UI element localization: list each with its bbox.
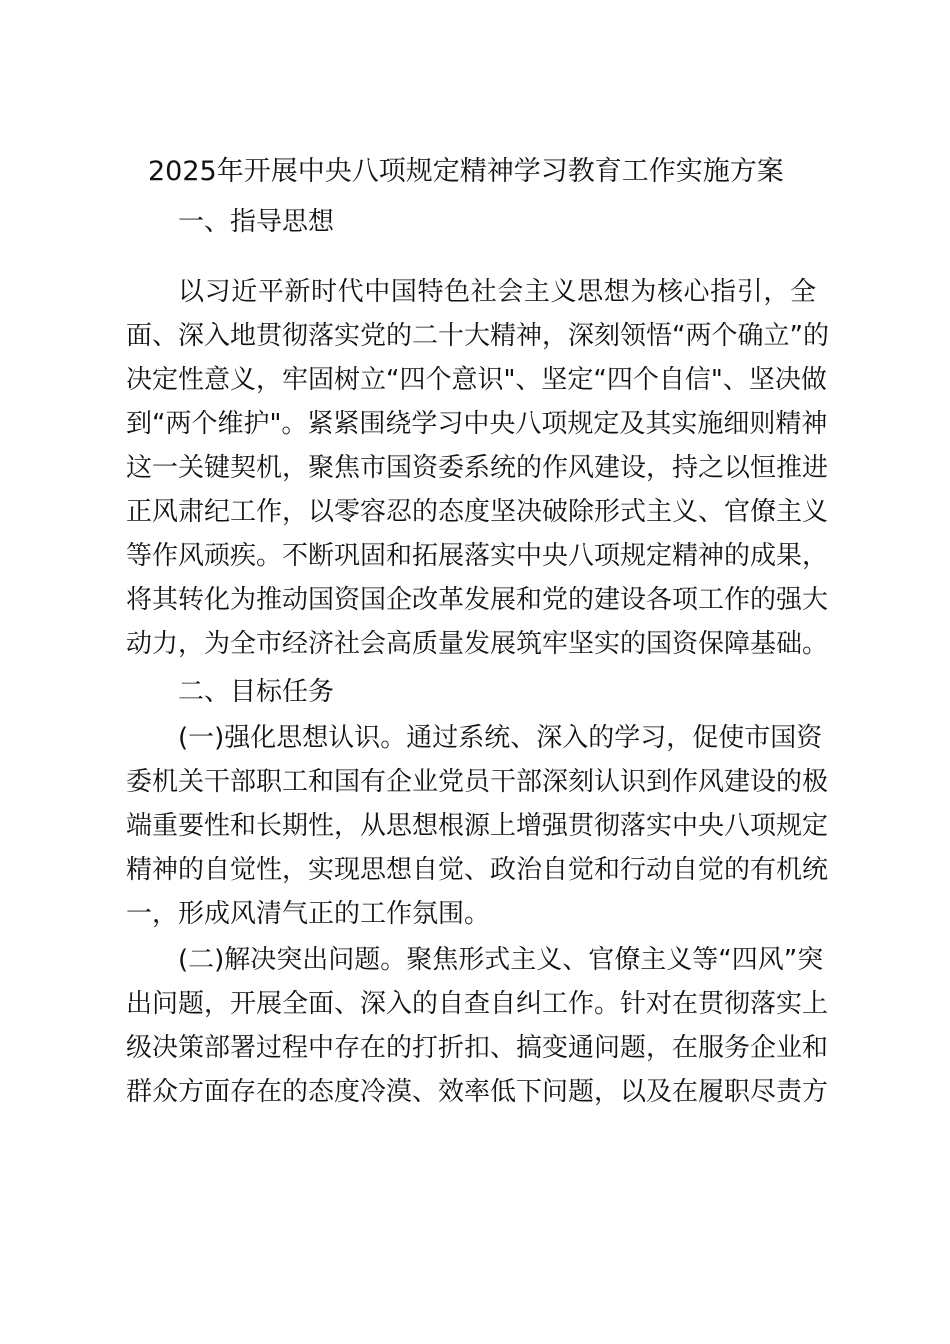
paragraph-line: 动力，为全市经济社会高质量发展筑牢坚实的国资保障基础。 <box>126 629 829 659</box>
document-title: 2025年开展中央八项规定精神学习教育工作实施方案 <box>148 156 784 187</box>
section-heading-goals-tasks: 二、目标任务 <box>178 677 335 707</box>
paragraph-line: (二)解决突出问题。聚焦形式主义、官僚主义等“四风”突 <box>178 945 824 975</box>
paragraph-line: 出问题，开展全面、深入的自查自纠工作。针对在贯彻落实上 <box>126 989 829 1019</box>
section-heading-guiding-ideology: 一、指导思想 <box>178 207 335 237</box>
paragraph-line: 面、深入地贯彻落实党的二十大精神，深刻领悟“两个确立”的 <box>126 321 829 351</box>
paragraph-line: 端重要性和长期性，从思想根源上增强贯彻落实中央八项规定 <box>126 811 829 841</box>
paragraph-line: 一，形成风清气正的工作氛围。 <box>126 899 491 929</box>
paragraph-line: 这一关键契机，聚焦市国资委系统的作风建设，持之以恒推进 <box>126 453 829 483</box>
paragraph-line: 将其转化为推动国资国企改革发展和党的建设各项工作的强大 <box>126 585 829 615</box>
paragraph-line: 委机关干部职工和国有企业党员干部深刻认识到作风建设的极 <box>126 767 829 797</box>
paragraph-line: (一)强化思想认识。通过系统、深入的学习，促使市国资 <box>178 723 823 753</box>
paragraph-line: 以习近平新时代中国特色社会主义思想为核心指引，全 <box>178 277 816 307</box>
paragraph-line: 精神的自觉性，实现思想自觉、政治自觉和行动自觉的有机统 <box>126 855 829 885</box>
paragraph-line: 群众方面存在的态度冷漠、效率低下问题，以及在履职尽责方 <box>126 1077 829 1107</box>
paragraph-line: 到“两个维护"。紧紧围绕学习中央八项规定及其实施细则精神 <box>126 409 828 439</box>
paragraph-line: 级决策部署过程中存在的打折扣、搞变通问题，在服务企业和 <box>126 1033 829 1063</box>
paragraph-line: 正风肃纪工作，以零容忍的态度坚决破除形式主义、官僚主义 <box>126 497 829 527</box>
paragraph-line: 决定性意义，牢固树立“四个意识"、坚定“四个自信"、坚决做 <box>126 365 827 395</box>
paragraph-line: 等作风顽疾。不断巩固和拓展落实中央八项规定精神的成果， <box>126 541 829 571</box>
